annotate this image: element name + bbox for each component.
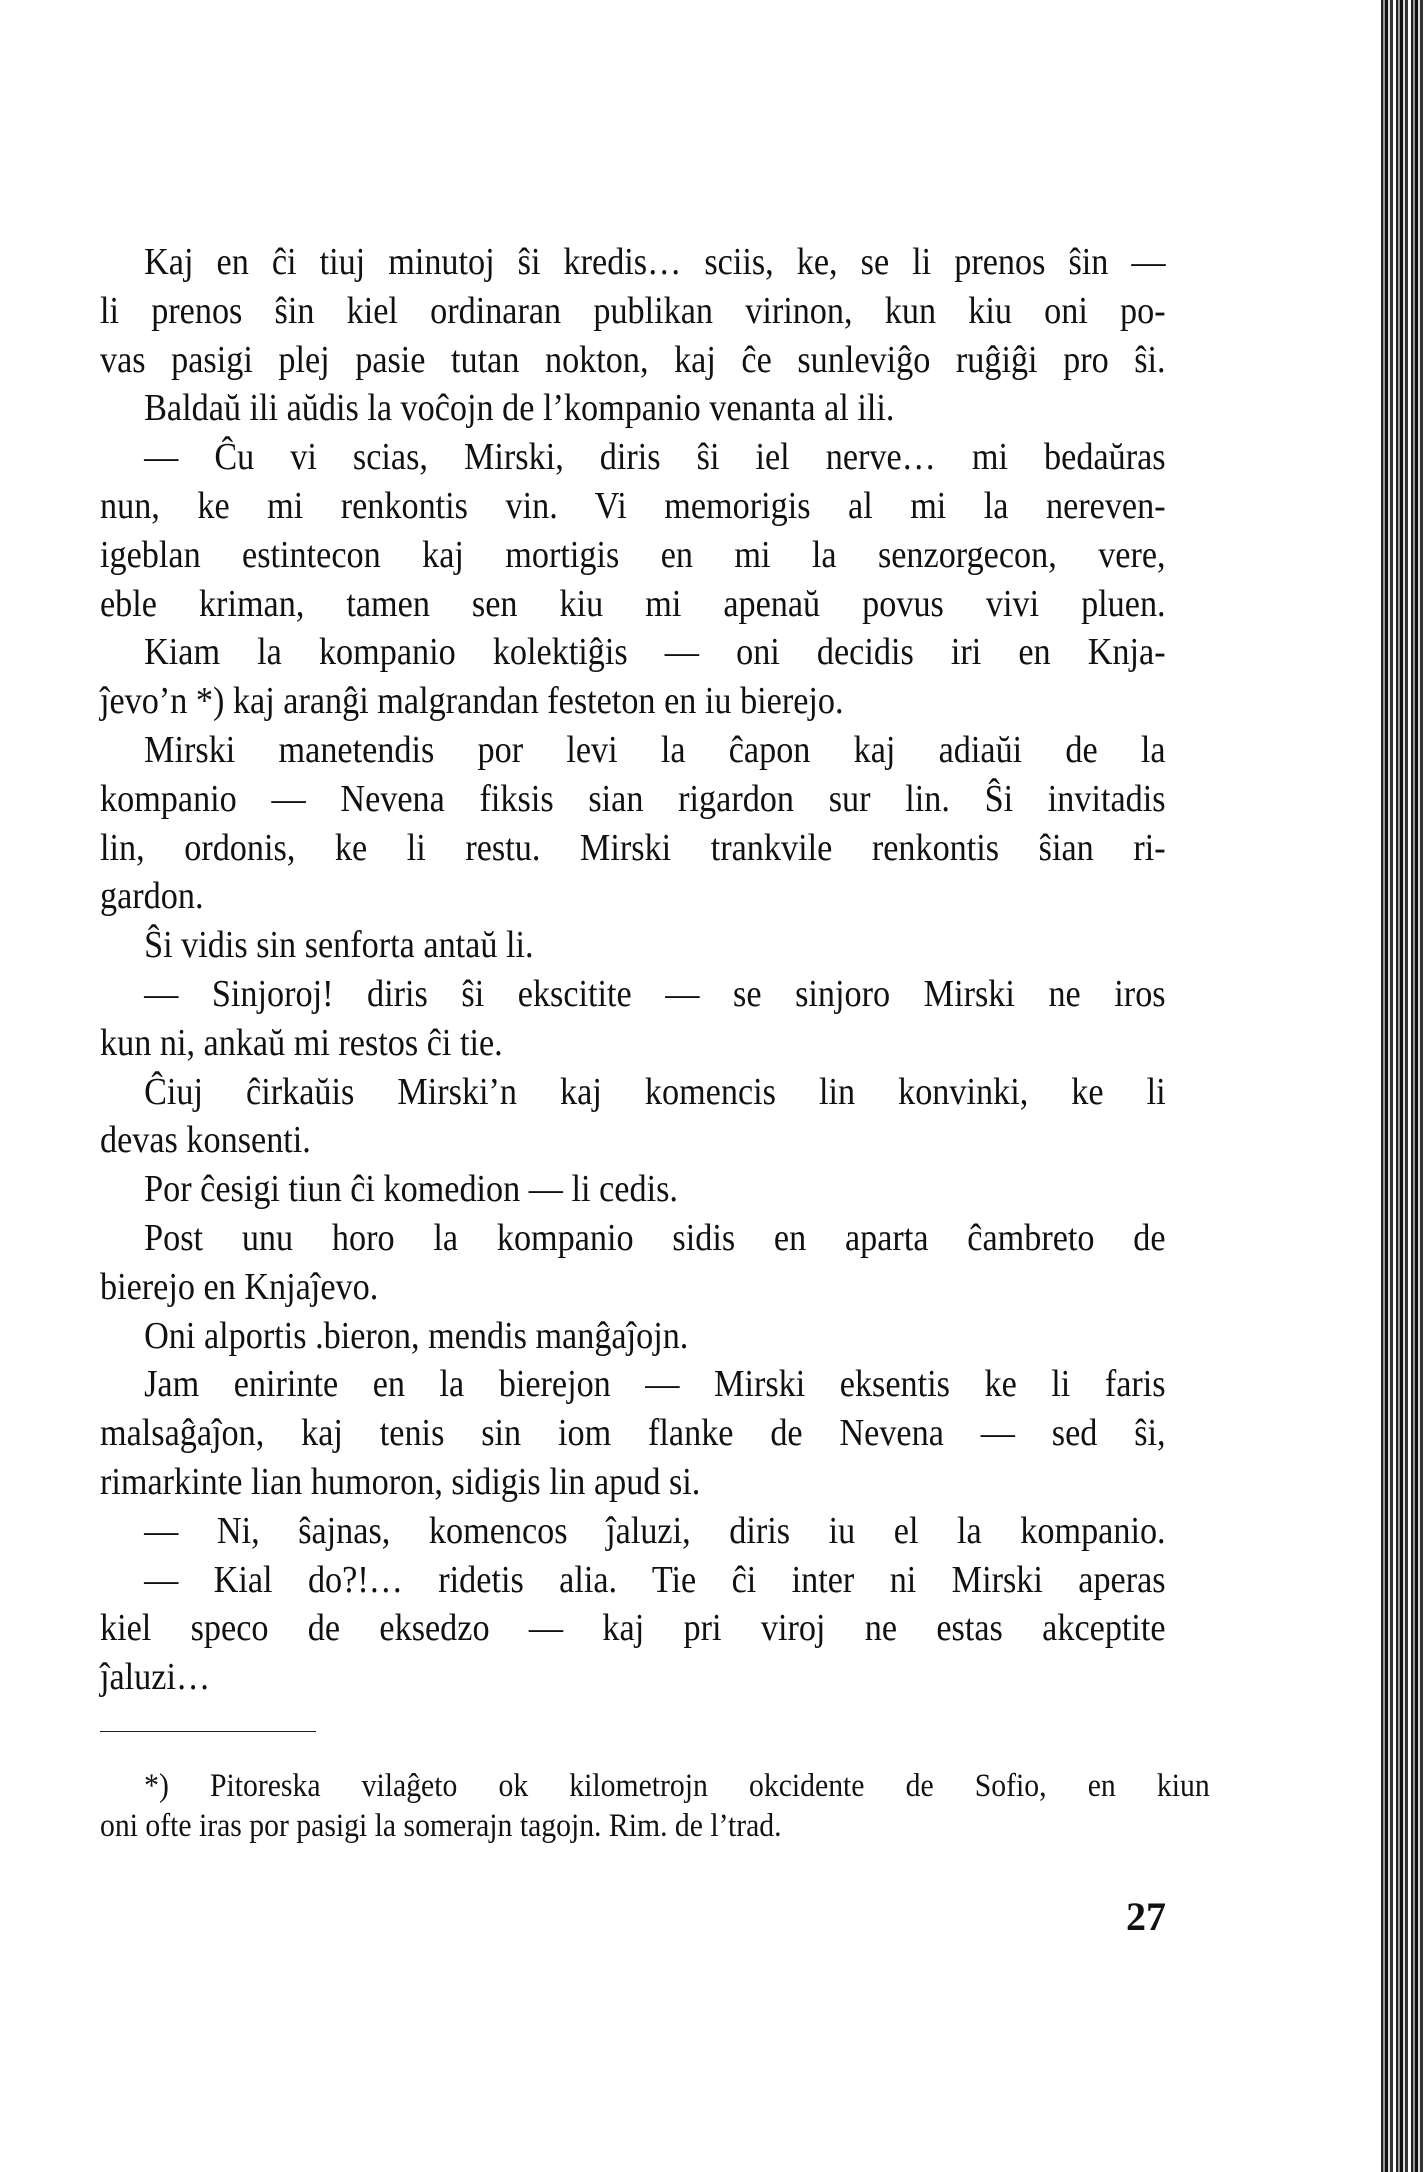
text-line [100, 1019, 1166, 1068]
text-line [100, 970, 1166, 1019]
text-line [100, 824, 1166, 873]
footnote-line-text: oni ofte iras por pasigi la somerajn tagojn. Rim. de l’trad. [100, 1808, 782, 1844]
text-line [100, 1360, 1166, 1409]
text-line-text: gardon. [100, 875, 204, 918]
text-line [100, 628, 1166, 677]
footnote-line [100, 1806, 1210, 1846]
page-number: 27 [1126, 1894, 1166, 1939]
text-line [100, 238, 1166, 287]
text-line-text: Post unu horo la kompanio sidis en aparta ĉambreto de [144, 1216, 1166, 1259]
text-line [100, 580, 1166, 629]
text-line [100, 1165, 1166, 1214]
text-line-text: vas pasigi plej pasie tutan nokton, kaj ĉe sunleviĝo ruĝiĝi pro ŝi. [100, 338, 1166, 381]
text-line-text: bierejo en Knjaĵevo. [100, 1265, 379, 1308]
text-line-text: kiel speco de eksedzo — kaj pri viroj ne estas akceptite [100, 1607, 1166, 1650]
footnote-line [100, 1766, 1210, 1806]
text-line-text: Oni alportis .bieron, mendis manĝaĵojn. [144, 1314, 689, 1357]
text-line-text: Jam enirinte en la bierejon — Mirski eksentis ke li faris [144, 1363, 1166, 1406]
text-line [100, 1604, 1166, 1653]
text-line-text: Baldaŭ ili aŭdis la voĉojn de l’kompanio venanta al ili. [144, 387, 895, 430]
text-line-text: nun, ke mi renkontis vin. Vi memorigis al mi la nereven- [100, 484, 1166, 527]
footnote [100, 1766, 1333, 1846]
text-line-text: Por ĉesigi tiun ĉi komedion — li cedis. [144, 1168, 678, 1211]
text-line-text: ĵevo’n *) kaj aranĝi malgrandan festeton en iu bierejo. [100, 680, 844, 723]
text-line-text: Mirski manetendis por levi la ĉapon kaj adiaŭi de la [144, 728, 1166, 771]
text-line [100, 1214, 1166, 1263]
text-line [100, 677, 1166, 726]
text-line [100, 531, 1166, 580]
text-line [100, 1312, 1166, 1361]
text-line-text: lin, ordonis, ke li restu. Mirski trankvile renkontis ŝian ri- [100, 826, 1166, 869]
text-line [100, 1068, 1166, 1117]
text-line [100, 872, 1166, 921]
text-line [100, 775, 1166, 824]
text-line-text: — Kial do?!… ridetis alia. Tie ĉi inter ni Mirski aperas [144, 1558, 1166, 1601]
text-line [100, 384, 1166, 433]
text-line [100, 1653, 1166, 1702]
text-line-text: Kiam la kompanio kolektiĝis — oni decidis iri en Knja- [144, 631, 1166, 674]
text-line [100, 1507, 1166, 1556]
text-line [100, 287, 1166, 336]
text-line [100, 726, 1166, 775]
text-line-text: rimarkinte lian humoron, sidigis lin apud si. [100, 1460, 701, 1503]
text-line-text: ĵaluzi… [100, 1656, 211, 1699]
text-line-text: Ŝi vidis sin senforta antaŭ li. [144, 924, 534, 967]
text-line [100, 1556, 1166, 1605]
text-line-text: igeblan estintecon kaj mortigis en mi la senzorgecon, vere, [100, 533, 1166, 576]
text-line-text: — Ĉu vi scias, Mirski, diris ŝi iel nerve… mi bedaŭras [144, 436, 1166, 479]
body-text [100, 238, 1284, 1702]
text-line-text: Ĉiuj ĉirkaŭis Mirski’n kaj komencis lin konvinki, ke li [144, 1070, 1166, 1113]
text-line [100, 433, 1166, 482]
text-line-text: devas konsenti. [100, 1119, 311, 1162]
text-line-text: kompanio — Nevena fiksis sian rigardon sur lin. Ŝi invitadis [100, 777, 1166, 820]
text-line [100, 921, 1166, 970]
text-line-text: — Ni, ŝajnas, komencos ĵaluzi, diris iu el la kompanio. [144, 1509, 1166, 1552]
text-line-text: li prenos ŝin kiel ordinaran publikan virinon, kun kiu oni po- [100, 289, 1166, 332]
text-line-text: malsaĝaĵon, kaj tenis sin iom flanke de Nevena — sed ŝi, [100, 1412, 1166, 1455]
text-line [100, 336, 1166, 385]
scanned-page-edge [1378, 0, 1424, 2172]
text-line-text: Kaj en ĉi tiuj minutoj ŝi kredis… sciis, ke, se li prenos ŝin — [144, 241, 1166, 283]
footnote-line-text: *) Pitoreska vilaĝeto ok kilometrojn okcidente de Sofio, en kiun [144, 1768, 1210, 1804]
text-line [100, 1409, 1166, 1458]
text-line [100, 1458, 1166, 1507]
text-line [100, 1263, 1166, 1312]
text-line-text: kun ni, ankaŭ mi restos ĉi tie. [100, 1021, 503, 1064]
text-line-text: — Sinjoroj! diris ŝi ekscitite — se sinjoro Mirski ne iros [144, 972, 1166, 1015]
text-line [100, 1116, 1166, 1165]
text-line-text: eble kriman, tamen sen kiu mi apenaŭ povus vivi pluen. [100, 582, 1166, 625]
footnote-separator [100, 1731, 316, 1732]
text-line [100, 482, 1166, 531]
